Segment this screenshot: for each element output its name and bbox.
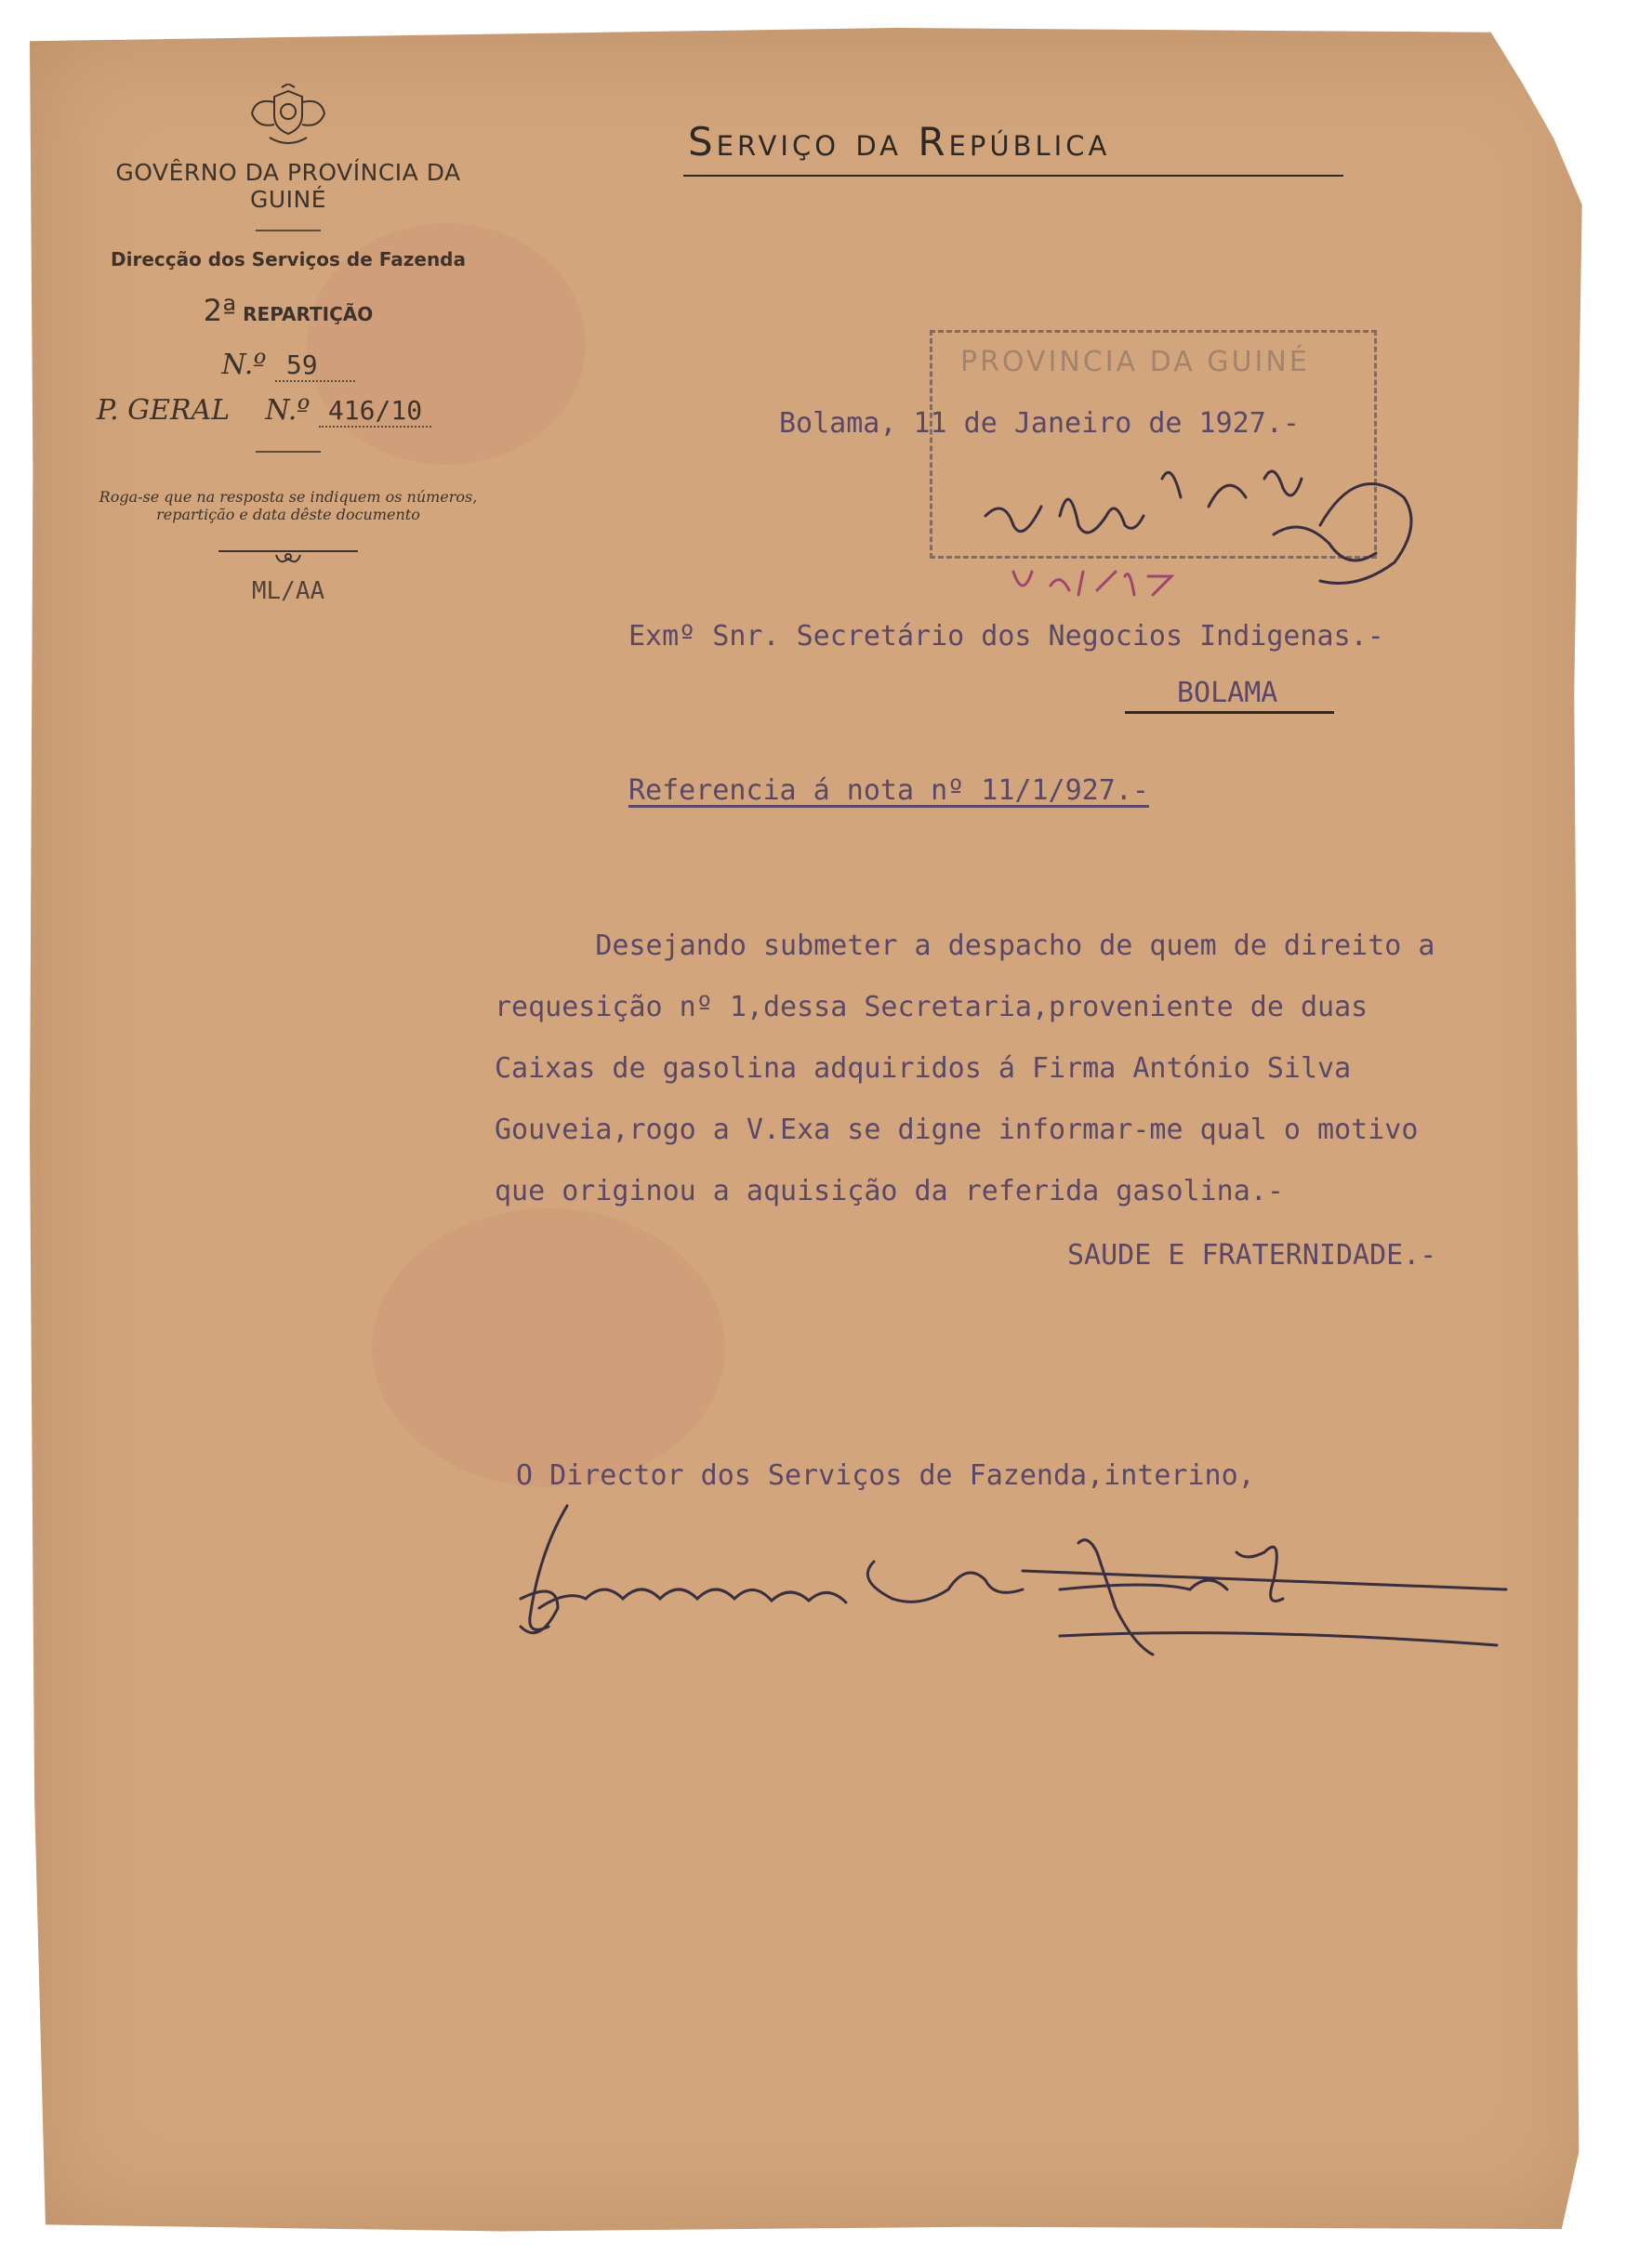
body-line: que originou a aquisição da referida gasolina.- xyxy=(495,1175,1284,1207)
document-number xyxy=(74,349,502,381)
stamp-text: PROVINCIA DA GUINÉ xyxy=(960,346,1310,378)
pgeral-number-label: N.º xyxy=(265,394,311,427)
closing: SAUDE E FRATERNIDADE.- xyxy=(1067,1239,1437,1272)
city-rule xyxy=(1125,711,1334,714)
government-title: GOVÊRNO DA PROVÍNCIA DA GUINÉ xyxy=(115,159,461,213)
note-line: Roga-se que na resposta se indiquem os números, xyxy=(99,488,478,506)
number-label: N.º xyxy=(221,349,267,381)
ornament-icon xyxy=(218,546,358,570)
paper-stain xyxy=(372,1208,725,1487)
number-value: 59 xyxy=(275,349,355,382)
reference-line: Referencia á nota nº 11/1/927.- xyxy=(628,774,1149,807)
divider xyxy=(256,451,321,453)
title-rule xyxy=(683,175,1343,177)
repartition-label xyxy=(74,293,502,328)
body-line: Desejando submeter a despacho de quem de direito a xyxy=(495,930,1435,962)
signature xyxy=(502,1497,1525,1673)
repartition-ordinal: 2ª xyxy=(203,293,237,328)
repartition-text: REPARTIÇÃO xyxy=(243,303,374,325)
recipient: Exmº Snr. Secretário dos Negocios Indigenas.- xyxy=(628,620,1384,653)
note-line: repartição e data dêste documento xyxy=(156,506,420,523)
signatory-title: O Director dos Serviços de Fazenda,interino, xyxy=(516,1459,1255,1492)
place-date: Bolama, 11 de Janeiro de 1927.- xyxy=(779,407,1300,440)
pgeral-label: P. GERAL xyxy=(97,394,231,427)
handwritten-annotation xyxy=(967,442,1469,618)
body-line: Gouveia,rogo a V.Exa se digne informar-me qual o motivo xyxy=(495,1114,1419,1146)
body-line: Caixas de gasolina adquiridos á Firma António Silva xyxy=(495,1052,1352,1085)
typist-initials: ML/AA xyxy=(251,577,325,605)
department-name: Direcção dos Serviços de Fazenda xyxy=(111,248,466,270)
pgeral-value: 416/10 xyxy=(319,395,431,428)
recipient-city: BOLAMA xyxy=(1177,677,1278,709)
coat-of-arms-icon xyxy=(246,84,330,153)
page-title: Serviço da República xyxy=(688,119,1111,165)
general-number xyxy=(74,394,502,427)
body-line: requesição nº 1,dessa Secretaria,proveniente de duas xyxy=(495,991,1368,1023)
letterhead-block xyxy=(74,84,502,605)
divider xyxy=(256,230,321,231)
reply-instruction xyxy=(74,488,502,523)
